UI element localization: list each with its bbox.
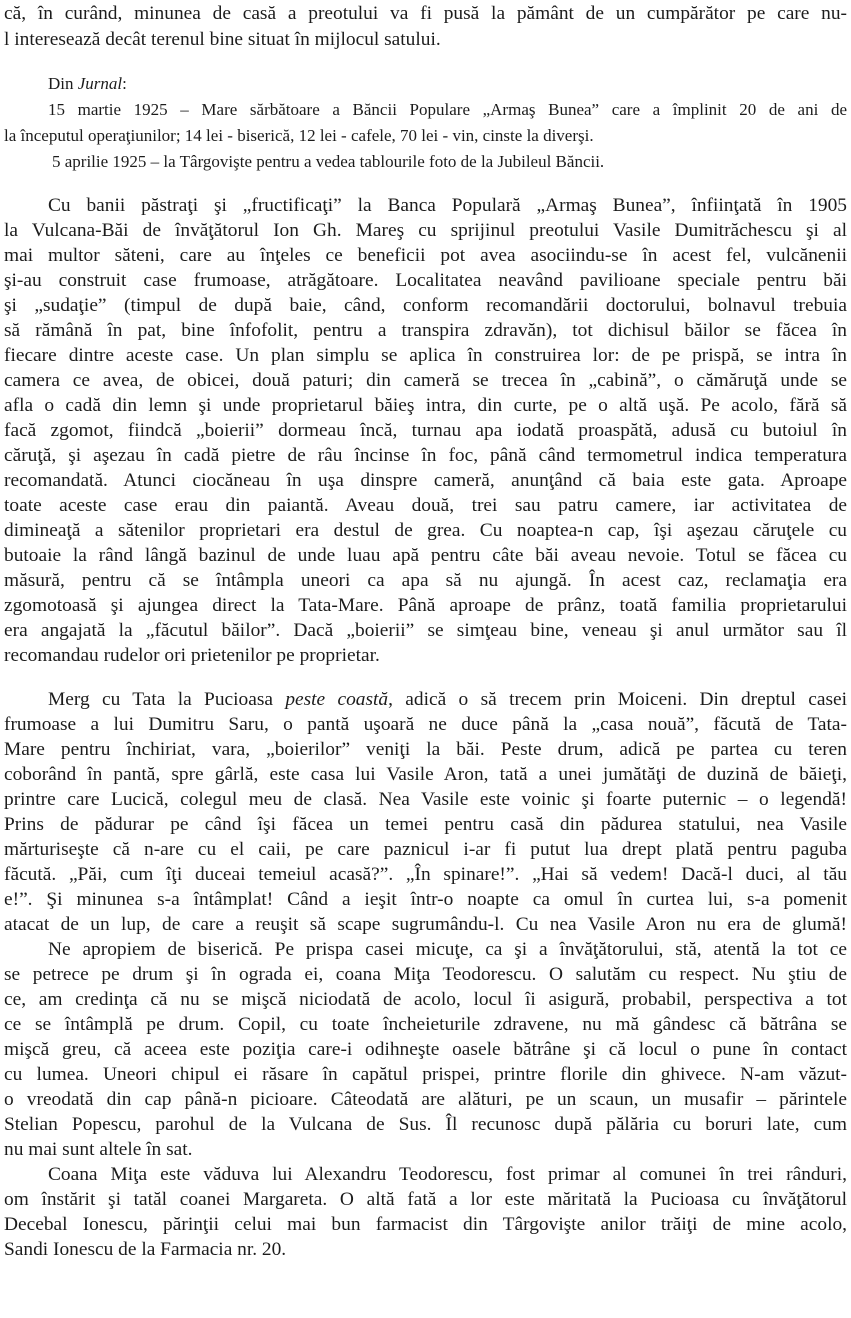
- journal-entry-line: 5 aprilie 1925 – la Târgovişte pentru a vedea tablourile foto de la Jubileul Băncii.: [52, 152, 605, 171]
- journal-intro-prefix: Din: [48, 74, 78, 93]
- paragraph-line: l interesează decât terenul bine situat în mijlocul satului.: [4, 29, 441, 50]
- paragraph-line: Coana Miţa este văduva lui Alexandru Teodorescu, fost primar al comunei în trei rânduri,: [48, 1164, 847, 1185]
- journal-intro: [48, 73, 847, 94]
- paragraph-line: căruţă, şi aşezau în cadă pietre de râu încinse în foc, până când termometrul indica temperatura: [4, 445, 847, 466]
- paragraph-line: dimineaţă a sătenilor proprietari era destul de grea. Cu noaptea-n cap, îşi aşezau căruţele cu: [4, 520, 847, 541]
- paragraph-line: e!”. Şi minunea s-a întâmplat! Când a ieşit într-o noapte ca omul în curtea lui, s-a pomenit: [4, 889, 847, 910]
- paragraph-line: să rămână în pat, bine înfofolit, pentru a transpira zdravăn), tot dichisul băilor se făcea în: [4, 320, 847, 341]
- paragraph-line: coborând în pantă, spre gârlă, este casa lui Vasile Aron, tată a unei jumătăţi de duzină de băieţi,: [4, 764, 847, 785]
- paragraph-line: măsură, pentru că se întâmpla uneori ca apa să nu ajungă. În acest caz, reclamaţia era: [4, 570, 847, 591]
- journal-intro-suffix: :: [122, 74, 127, 93]
- paragraph-line: mărturiseşte că n-are cu el caii, pe care paznicul i-ar fi putut lua drept plată pentru paguba: [4, 839, 847, 860]
- paragraph-line: şi-au construit case frumoase, atrăgătoare. Localitatea neavând pavilioane speciale pentru băi: [4, 270, 847, 291]
- paragraph-line: Decebal Ionescu, părinţii celui mai bun farmacist din Târgovişte anilor trăiţi de mine acolo,: [4, 1214, 847, 1235]
- paragraph-line: Stelian Popescu, parohul de la Vulcana de Sus. Îl recunosc după pălăria cu boruri late, cum: [4, 1114, 847, 1135]
- paragraph-line: camera ce avea, de obicei, două paturi; din cameră se trecea în „cabină”, o cămăruţă unde se: [4, 370, 847, 391]
- paragraph-line: Ne apropiem de biserică. Pe prispa casei micuţe, ca şi a învăţătorului, stă, atentă la tot ce: [48, 939, 847, 960]
- paragraph-line: recomandată. Atunci ciocăneau în uşa dinspre cameră, anunţând că baia este gata. Aproape: [4, 470, 847, 491]
- paragraph-line: om înstărit şi tatăl coanei Margareta. O altă fată a lor este măritată la Pucioasa cu învăţătorul: [4, 1189, 847, 1210]
- journal-entry-line: la începutul operaţiunilor; 14 lei - biserică, 12 lei - cafele, 70 lei - vin, cinste la diverşi.: [4, 126, 594, 145]
- paragraph-line: Prins de pădurar pe când îşi făcea un temei pentru casă din pădurea statului, nea Vasile: [4, 814, 847, 835]
- paragraph-line: zgomotoasă şi ajungea direct la Tata-Mare. Până aproape de prânz, toată familia proprietarului: [4, 595, 847, 616]
- paragraph-line: se petrece pe drum şi în ograda ei, coana Miţa Teodorescu. O salutăm cu respect. Nu ştiu de: [4, 964, 847, 985]
- italic-phrase: peste coastă: [285, 689, 389, 710]
- paragraph-line: mai multor săteni, care au înţeles ce beneficii pot avea asociindu-se în acest fel, vulcănenii: [4, 245, 847, 266]
- journal-title: Jurnal: [77, 74, 123, 93]
- paragraph-line: mişcă greu, că aceea este poziţia care-i odihneşte oasele bătrâne şi că locul o pune în contact: [4, 1039, 847, 1060]
- paragraph-line: era angajată la „făcutul băilor”. Dacă „boierii” se simţeau bine, veneau şi anul următor sau îl: [4, 620, 847, 641]
- paragraph-line: butoaie la rând lângă bazinul de unde luau apă pentru câte băi aveau nevoie. Totul se făcea cu: [4, 545, 847, 566]
- paragraph-line: afla o cadă din lemn şi unde proprietarul băieş intra, din curte, pe o altă uşă. Pe acolo, fără să: [4, 395, 847, 416]
- paragraph-line: şi „sudaţie” (timpul de după baie, când, conform recomandării doctorului, bolnavul trebuia: [4, 295, 847, 316]
- paragraph-line: frumoase a lui Dumitru Saru, o pantă uşoară ne duce până la „casa nouă”, făcută de Tata-: [4, 714, 847, 735]
- paragraph-line: toate aceste case erau din paiantă. Aveau două, trei sau patru camere, iar activitatea de: [4, 495, 847, 516]
- paragraph-line: la Vulcana-Băi de învăţătorul Ion Gh. Mareş cu sprijinul preotului Vasile Dumitrăchescu şi al: [4, 220, 847, 241]
- paragraph-line: o vreodată din cap până-n picioare. Câteodată are alături, pe un scaun, un musafir – părintele: [4, 1089, 847, 1110]
- paragraph-line: nu mai sunt altele în sat.: [4, 1139, 193, 1160]
- paragraph-line: recomandau rudelor ori prietenilor pe proprietar.: [4, 645, 380, 666]
- paragraph-line: fiecare dintre aceste case. Un plan simplu se aplica în construirea lor: de pe prispă, se intra în: [4, 345, 847, 366]
- paragraph-line: printre care Lucică, colegul meu de clasă. Nea Vasile este voinic şi foarte puternic – o legendă!: [4, 789, 847, 810]
- paragraph-first-line: [48, 688, 847, 712]
- paragraph-line: făcută. „Păi, cum îţi duceai temeiul acasă?”. „În spinare!”. „Hai să vedem! Dacă-l duci, al tău: [4, 864, 847, 885]
- text-span: , adică o să trecem prin Moiceni. Din dreptul casei: [388, 689, 847, 710]
- paragraph-line: Sandi Ionescu de la Farmacia nr. 20.: [4, 1239, 287, 1260]
- paragraph-line: facă zgomot, fiindcă „boierii” dormeau încă, turnau apa iodată proaspătă, adusă cu butoiul în: [4, 420, 847, 441]
- paragraph-line: cu lumea. Uneori chipul ei răsare în capătul prispei, printre florile din ghivece. N-am văzut-: [4, 1064, 847, 1085]
- paragraph-line: ce, am credinţa că nu se mişcă niciodată de acolo, locul îi asigură, probabil, perspectiva a tot: [4, 989, 847, 1010]
- paragraph-line: Mare pentru închiriat, vara, „boierilor” veniţi la băi. Peste drum, adică pe partea cu teren: [4, 739, 847, 760]
- paragraph-line: ce se întâmplă pe drum. Copil, cu toate încheieturile zdravene, nu mă gândesc că bătrâna se: [4, 1014, 847, 1035]
- paragraph-line: Cu banii păstraţi şi „fructificaţi” la Banca Populară „Armaş Bunea”, înfiinţată în 1905: [48, 195, 847, 216]
- paragraph-line: că, în curând, minunea de casă a preotului va fi pusă la pământ de un cumpărător pe care nu-: [4, 3, 847, 24]
- text-span: Merg cu Tata la Pucioasa: [48, 689, 286, 710]
- journal-entry-line: 15 martie 1925 – Mare sărbătoare a Băncii Populare „Armaş Bunea” care a împlinit 20 de ani de: [48, 100, 847, 119]
- paragraph-line: atacat de un lup, de care a reuşit să scape sugrumându-l. Cu nea Vasile Aron nu era de glumă!: [4, 914, 847, 935]
